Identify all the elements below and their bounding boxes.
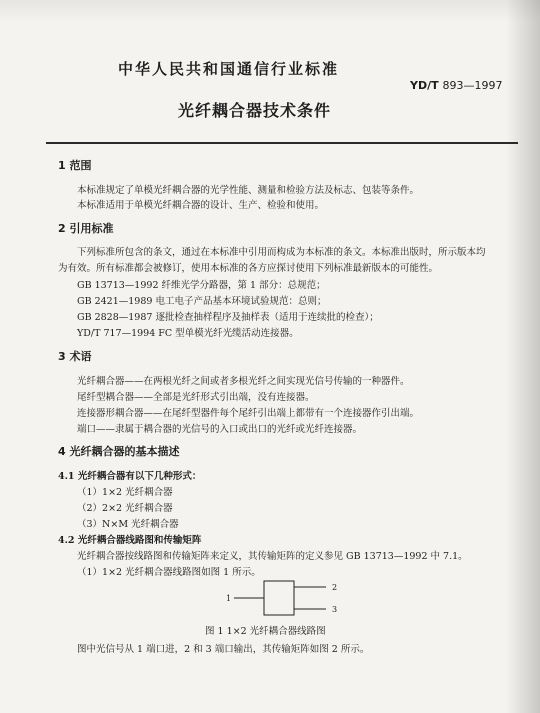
section-4-2-line-2: （1）1×2 光纤耦合器线路图如图 1 所示。 <box>77 567 261 578</box>
figure-1-caption: 图 1 1×2 光纤耦合器线路图 <box>205 626 326 637</box>
section-1-line-2: 本标准适用于单模光纤耦合器的设计、生产、检验和使用。 <box>77 200 325 211</box>
coupler-diagram <box>222 573 352 623</box>
standard-title: 中华人民共和国通信行业标准 <box>118 60 340 78</box>
port-3-label: 3 <box>332 605 338 614</box>
ref-gb13713: GB 13713—1992 纤维光学分路器，第 1 部分：总规范； <box>77 280 326 291</box>
section-3-heading: 3 术语 <box>58 350 92 363</box>
coupler-box <box>264 581 294 615</box>
coupler-type-1: （1）1×2 光纤耦合器 <box>77 487 173 498</box>
coupler-type-2: （2）2×2 光纤耦合器 <box>77 503 173 514</box>
section-2-line-1: 下列标准所包含的条文，通过在本标准中引用而构成为本标准的条文。本标准出版时，所示版本均 <box>77 247 486 258</box>
port-1-label: 1 <box>226 594 232 603</box>
scan-top-shadow <box>0 0 540 22</box>
section-4-heading: 4 光纤耦合器的基本描述 <box>58 445 180 458</box>
ref-gb2828: GB 2828—1987 逐批检查抽样程序及抽样表（适用于连续批的检查）； <box>77 312 379 323</box>
section-4-1-heading: 4.1 光纤耦合器有以下几种形式： <box>58 471 202 482</box>
standard-prefix: YD/T <box>410 79 439 92</box>
standard-code <box>410 79 502 92</box>
term-connector-coupler: 连接器形耦合器——在尾纤型器件每个尾纤引出端上都带有一个连接器作引出端。 <box>77 408 420 419</box>
standard-number: 893—1997 <box>442 79 503 92</box>
section-2-heading: 2 引用标准 <box>58 222 114 235</box>
section-4-2-heading: 4.2 光纤耦合器线路图和传输矩阵 <box>58 535 202 546</box>
ref-gb2421: GB 2421—1989 电工电子产品基本环境试验规范：总则； <box>77 296 327 307</box>
term-pigtail-coupler: 尾纤型耦合器——全部是光纤形式引出端，没有连接器。 <box>77 392 315 403</box>
figure-1-note: 图中光信号从 1 端口进，2 和 3 端口输出，其传输矩阵如图 2 所示。 <box>77 644 370 655</box>
ref-ydt717: YD/T 717—1994 FC 型单模光纤光缆活动连接器。 <box>77 328 299 339</box>
title-divider <box>46 142 518 144</box>
section-2-line-2: 为有效。所有标准都会被修订，使用本标准的各方应探讨使用下列标准最新版本的可能性。 <box>58 263 439 274</box>
section-1-line-1: 本标准规定了单模光纤耦合器的光学性能、测量和检验方法及标志、包装等条件。 <box>77 185 420 196</box>
term-fiber-coupler: 光纤耦合器——在两根光纤之间或者多根光纤之间实现光信号传输的一种器件。 <box>77 376 410 387</box>
port-2-label: 2 <box>332 583 338 592</box>
coupler-type-3: （3）N×M 光纤耦合器 <box>77 519 179 530</box>
scan-edge-shadow <box>506 0 540 713</box>
document-title: 光纤耦合器技术条件 <box>178 101 332 120</box>
section-1-heading: 1 范围 <box>58 159 92 172</box>
section-4-2-line-1: 光纤耦合器按线路图和传输矩阵来定义，其传输矩阵的定义参见 GB 13713—1992 中 7.1。 <box>77 551 468 562</box>
term-port: 端口——隶属于耦合器的光信号的入口或出口的光纤或光纤连接器。 <box>77 424 363 435</box>
